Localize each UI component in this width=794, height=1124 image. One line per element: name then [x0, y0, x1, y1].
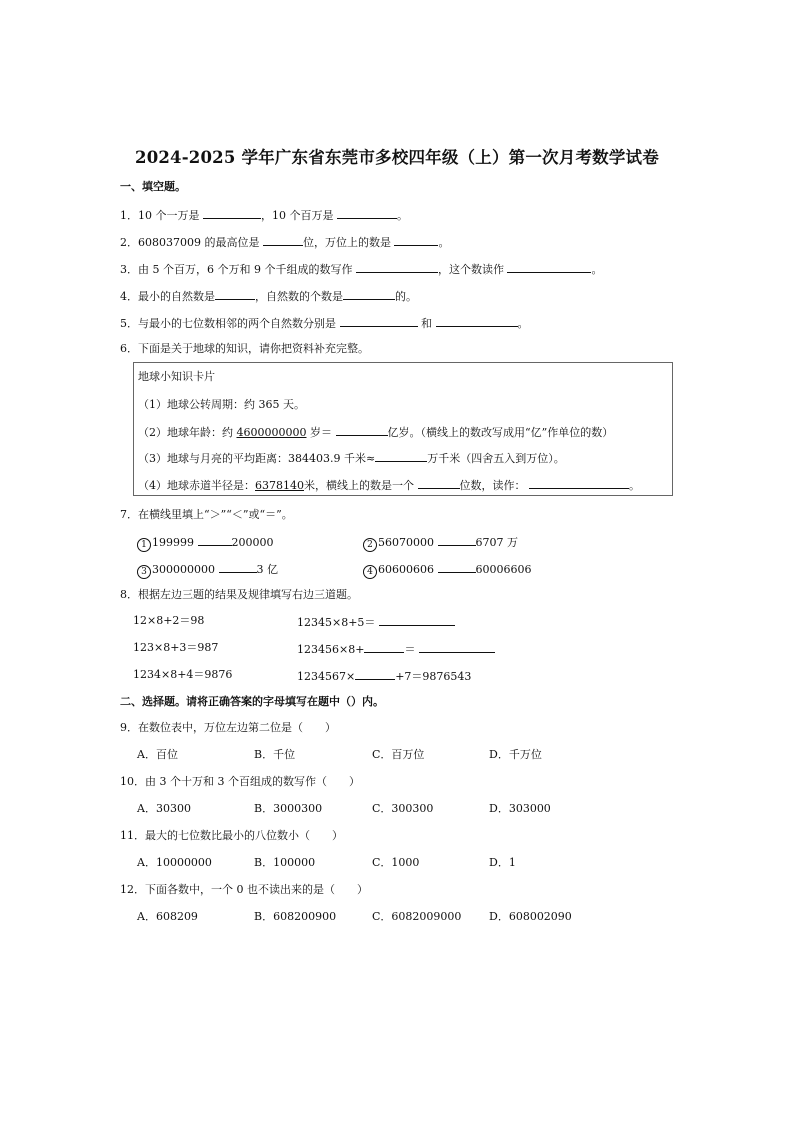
q9-option-a[interactable]: A．百位 [137, 748, 178, 761]
card-line-3 [138, 450, 565, 466]
q5-text-b: 和 [421, 317, 432, 330]
q7-item-3-left: 300000000 [152, 563, 215, 576]
q2-text-b: 位，万位上的数是 [302, 236, 391, 249]
q4-text-a: 4．最小的自然数是 [120, 290, 215, 303]
q2-blank-2[interactable] [394, 234, 438, 246]
question-10: 10．由 3 个十万和 3 个百组成的数写作（ ） [120, 775, 360, 788]
card-line-4 [138, 477, 640, 493]
card-line-4-text-a: （4）地球赤道半径是： [138, 479, 255, 492]
q7-item-1-blank[interactable] [198, 534, 232, 546]
q7-item-2-blank[interactable] [438, 534, 476, 546]
q12-option-a[interactable]: A．608209 [137, 910, 198, 923]
q9-option-b[interactable]: B．千位 [254, 748, 296, 761]
page-title: 2024-2025 学年广东省东莞市多校四年级（上）第一次月考数学试卷 [135, 148, 659, 167]
q8-item-2-blank-1[interactable] [364, 641, 404, 653]
q7-item-1-left: 199999 [152, 536, 194, 549]
q8-item-3-blank[interactable] [355, 668, 395, 680]
q7-item-4-left: 60600606 [378, 563, 434, 576]
earth-age-blank[interactable] [336, 424, 388, 436]
q8-pattern-1: 12×8+2＝98 [133, 614, 205, 627]
question-6: 6．下面是关于地球的知识，请你把资料补充完整。 [120, 342, 369, 355]
q7-item-1 [137, 534, 274, 552]
q4-text-c: 的。 [395, 290, 417, 303]
q7-item-2-right: 6707 万 [475, 536, 518, 549]
q7-item-4 [363, 561, 532, 579]
q3-blank-2[interactable] [507, 261, 591, 273]
q7-item-1-mark: 1 [137, 538, 151, 552]
card-line-2-text-b: 岁＝ [310, 426, 332, 439]
digits-blank[interactable] [418, 477, 460, 489]
q8-item-2-text-b: ＝ [404, 643, 416, 656]
q10-option-a[interactable]: A．30300 [137, 802, 191, 815]
q3-text-c: 。 [591, 263, 603, 276]
q10-option-b[interactable]: B．3000300 [254, 802, 323, 815]
card-line-3-text-b: 万千米（四舍五入到万位）。 [427, 452, 565, 465]
q4-text-b: ，自然数的个数是 [255, 290, 343, 303]
q11-option-b[interactable]: B．100000 [254, 856, 316, 869]
question-4 [120, 288, 417, 304]
q2-text-c: 。 [438, 236, 450, 249]
q10-option-c[interactable]: C．300300 [372, 802, 434, 815]
q8-item-3 [297, 668, 471, 684]
question-2 [120, 234, 449, 250]
q8-item-2-text-a: 123456×8+ [297, 643, 365, 656]
card-line-2-text-a: （2）地球年龄：约 [138, 426, 233, 439]
question-1 [120, 207, 408, 223]
moon-distance-blank[interactable] [375, 450, 427, 462]
q1-blank-2[interactable] [337, 207, 397, 219]
card-line-3-text-a: （3）地球与月亮的平均距离：384403.9 千米≈ [138, 452, 376, 465]
q4-blank-2[interactable] [343, 288, 395, 300]
question-9: 9．在数位表中，万位左边第二位是（ ） [120, 721, 336, 734]
q11-option-d[interactable]: D．1 [489, 856, 516, 869]
section-2-heading: 二、选择题。请将正确答案的字母填写在题中（）内。 [120, 695, 384, 708]
q11-option-a[interactable]: A．10000000 [137, 856, 212, 869]
q7-item-4-blank[interactable] [438, 561, 476, 573]
q2-text-a: 2．608037009 的最高位是 [120, 236, 260, 249]
q8-pattern-3: 1234×8+4＝9876 [133, 668, 233, 681]
q5-text-c: 。 [517, 317, 529, 330]
card-title: 地球小知识卡片 [138, 370, 215, 383]
q1-text-b: ，10 个百万是 [261, 209, 334, 222]
card-line-2 [138, 424, 613, 440]
card-line-4-text-c: 位数，读作： [459, 479, 526, 492]
q4-blank-1[interactable] [215, 288, 255, 300]
reading-blank[interactable] [529, 477, 629, 489]
q3-text-a: 3．由 5 个百万，6 个万和 9 个千组成的数写作 [120, 263, 353, 276]
q1-text-a: 1．10 个一万是 [120, 209, 200, 222]
earth-age-number: 4600000000 [236, 426, 307, 439]
q8-item-1-text: 12345×8+5＝ [297, 616, 376, 629]
card-line-1: （1）地球公转周期：约 365 天。 [138, 398, 305, 411]
q7-item-4-right: 60006606 [475, 563, 532, 576]
question-11: 11．最大的七位数比最小的八位数小（ ） [120, 829, 343, 842]
q12-option-c[interactable]: C．6082009000 [372, 910, 462, 923]
q7-item-2-mark: 2 [363, 538, 377, 552]
q8-item-1-blank[interactable] [379, 614, 455, 626]
q8-item-3-text-a: 1234567× [297, 670, 356, 683]
q7-item-4-mark: 4 [363, 565, 377, 579]
q5-text-a: 5．与最小的七位数相邻的两个自然数分别是 [120, 317, 336, 330]
q7-item-3-blank[interactable] [219, 561, 257, 573]
q9-option-c[interactable]: C．百万位 [372, 748, 425, 761]
question-3 [120, 261, 602, 277]
q8-pattern-2: 123×8+3＝987 [133, 641, 219, 654]
q11-option-c[interactable]: C．1000 [372, 856, 420, 869]
q1-blank-1[interactable] [203, 207, 261, 219]
question-7: 7．在横线里填上“＞”“＜”或“＝”。 [120, 508, 293, 521]
card-line-2-text-c: 亿岁。（横线上的数改写成用“亿”作单位的数） [387, 426, 614, 439]
q7-item-2 [363, 534, 518, 552]
q2-blank-1[interactable] [263, 234, 303, 246]
equator-radius-number: 6378140 [255, 479, 304, 492]
question-12: 12．下面各数中，一个 0 也不读出来的是（ ） [120, 883, 368, 896]
q1-text-c: 。 [397, 209, 408, 222]
question-8: 8．根据左边三题的结果及规律填写右边三道题。 [120, 588, 358, 601]
card-line-4-text-b: 米，横线上的数是一个 [304, 479, 414, 492]
q7-item-3 [137, 561, 278, 579]
q12-option-b[interactable]: B．608200900 [254, 910, 337, 923]
card-line-4-text-d: 。 [629, 479, 640, 492]
q8-item-2-blank-2[interactable] [419, 641, 495, 653]
q12-option-d[interactable]: D．608002090 [489, 910, 572, 923]
q3-text-b: ，这个数读作 [437, 263, 504, 276]
q3-blank-1[interactable] [356, 261, 438, 273]
question-5 [120, 315, 529, 331]
q8-item-3-text-b: +7＝9876543 [395, 670, 472, 683]
q8-item-2 [297, 641, 495, 657]
q7-item-3-mark: 3 [137, 565, 151, 579]
q7-item-1-right: 200000 [231, 536, 274, 549]
section-1-heading: 一、填空题。 [120, 180, 186, 193]
q8-item-1 [297, 614, 455, 630]
q10-option-d[interactable]: D．303000 [489, 802, 551, 815]
q9-option-d[interactable]: D．千万位 [489, 748, 542, 761]
q7-item-3-right: 3 亿 [256, 563, 278, 576]
q5-blank-2[interactable] [436, 315, 518, 327]
q7-item-2-left: 56070000 [378, 536, 434, 549]
q5-blank-1[interactable] [340, 315, 418, 327]
